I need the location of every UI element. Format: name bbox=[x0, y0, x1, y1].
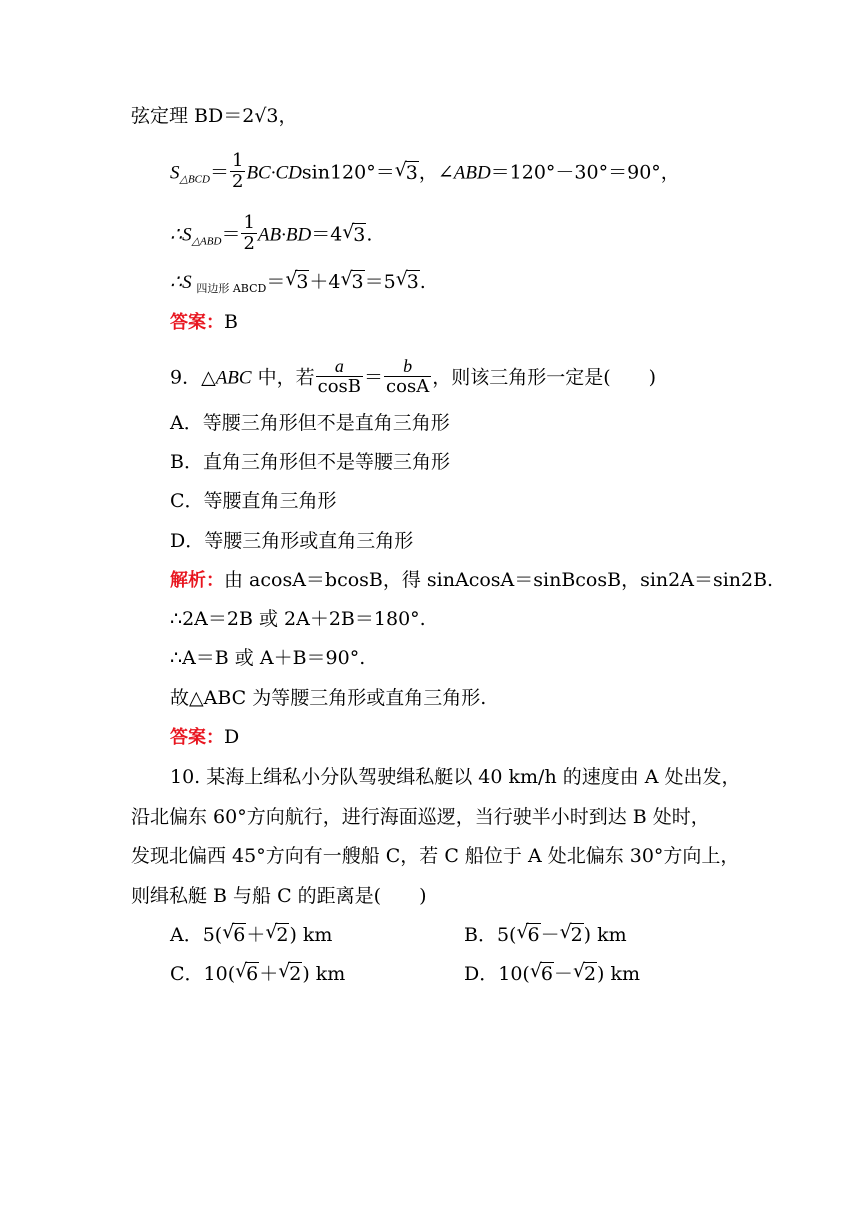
solution-text: 由 acosA＝bcosB，得 sinAcosA＝sinBcosB，sin2A＝sin2B. bbox=[224, 569, 774, 591]
fraction-half bbox=[241, 213, 256, 254]
question-number: 9．△ bbox=[170, 366, 216, 389]
option-prefix: A．5( bbox=[170, 924, 223, 946]
sqrt-expression bbox=[341, 270, 365, 294]
radicand: 6 bbox=[246, 963, 259, 985]
operator: － bbox=[540, 924, 560, 946]
q9-option-d bbox=[170, 529, 413, 553]
period: . bbox=[366, 223, 373, 246]
sin-text: sin120°＝ bbox=[301, 161, 395, 184]
operator: － bbox=[553, 963, 573, 985]
answer-line bbox=[170, 725, 239, 750]
radical-icon: √ bbox=[285, 268, 298, 290]
operator: ＋ bbox=[259, 963, 279, 985]
coefficient-text: ＝4 bbox=[311, 223, 343, 246]
fraction-denominator: cosA bbox=[386, 376, 430, 397]
question-text: 则缉私艇 B 与船 C 的距离是( ) bbox=[131, 885, 427, 907]
radical-icon: √ bbox=[529, 960, 542, 982]
radical-icon: √ bbox=[265, 921, 278, 943]
option-text: C．等腰直角三角形 bbox=[170, 490, 337, 512]
radicand: 3 bbox=[406, 271, 419, 293]
product-text: BC·CD bbox=[246, 162, 302, 184]
option-prefix: D．10( bbox=[464, 963, 530, 985]
equals-term: ＝5 bbox=[364, 271, 396, 293]
sqrt-expression bbox=[265, 923, 289, 947]
equals-sign: ＝ bbox=[364, 366, 384, 389]
answer-value: B bbox=[224, 311, 238, 333]
q9-option-b bbox=[170, 450, 450, 474]
radicand: 2 bbox=[276, 924, 289, 946]
radical-icon: √ bbox=[394, 158, 407, 181]
radical-icon: √ bbox=[342, 220, 355, 243]
radicand: 2 bbox=[583, 963, 597, 985]
q10-option-d bbox=[464, 962, 640, 986]
area-abd-line bbox=[170, 212, 373, 256]
cosine-rule-text: 弦定理 BD＝2√3， bbox=[131, 105, 298, 127]
operator: ＋ bbox=[246, 924, 266, 946]
solution-line-2 bbox=[170, 607, 426, 631]
fraction-b-cosa bbox=[384, 356, 431, 397]
option-suffix: ) km bbox=[597, 963, 641, 985]
answer-label: 答案： bbox=[170, 727, 224, 748]
option-prefix: B．5( bbox=[464, 924, 517, 946]
question-10-line-1 bbox=[170, 765, 741, 789]
product-text: AB·BD bbox=[257, 224, 312, 246]
sqrt-expression bbox=[285, 270, 309, 294]
fraction-a-cosb bbox=[316, 356, 363, 397]
option-text: D．等腰三角形或直角三角形 bbox=[170, 530, 414, 552]
option-text: A．等腰三角形但不是直角三角形 bbox=[170, 412, 450, 434]
plus-term: ＋4 bbox=[309, 271, 341, 293]
radicand: 3 bbox=[351, 271, 364, 293]
q9-option-c bbox=[170, 489, 337, 513]
question-text: ，则该三角形一定是( ) bbox=[432, 366, 657, 389]
q10-option-b bbox=[464, 923, 627, 947]
therefore-area: ∴S bbox=[170, 272, 197, 293]
text-line-cosine-rule bbox=[131, 104, 298, 128]
radicand: 6 bbox=[527, 924, 540, 946]
area-quad-line bbox=[170, 270, 426, 301]
fraction-half bbox=[230, 151, 245, 192]
question-text: 发现北偏西 45°方向有一艘船 C，若 C 船位于 A 处北偏东 30°方向上， bbox=[131, 845, 740, 867]
equals-sign: ＝ bbox=[266, 271, 286, 293]
angle-value: ＝120°－30°＝90°， bbox=[490, 161, 680, 184]
radical-icon: √ bbox=[222, 921, 235, 943]
question-text: 中，若 bbox=[251, 366, 315, 389]
answer-label: 答案： bbox=[170, 312, 224, 333]
solution-line-3 bbox=[170, 646, 365, 670]
equals-sign: ＝ bbox=[221, 223, 241, 246]
question-text: 沿北偏东 60°方向航行，进行海面巡逻，当行驶半小时到达 B 处时， bbox=[131, 806, 710, 828]
angle-text: ，∠ bbox=[418, 161, 454, 184]
sqrt-expression bbox=[396, 270, 420, 294]
radical-icon: √ bbox=[572, 960, 586, 982]
radical-icon: √ bbox=[559, 921, 572, 943]
fraction-numerator: 1 bbox=[231, 150, 244, 171]
sqrt-expression bbox=[573, 962, 597, 986]
question-10-line-2 bbox=[131, 805, 710, 829]
radicand: 6 bbox=[540, 963, 553, 985]
question-10-line-4 bbox=[131, 884, 426, 908]
sqrt-expression bbox=[278, 962, 302, 986]
radical-icon: √ bbox=[516, 921, 529, 943]
sqrt-expression bbox=[560, 923, 584, 947]
fraction-denominator: 2 bbox=[243, 233, 255, 254]
sqrt-expression bbox=[342, 220, 366, 247]
solution-text: 故△ABC 为等腰三角形或直角三角形. bbox=[170, 687, 487, 709]
radicand: 6 bbox=[233, 924, 246, 946]
sqrt-expression bbox=[222, 923, 246, 947]
triangle-name: ABC bbox=[215, 367, 252, 389]
radicand: 3 bbox=[353, 223, 366, 246]
radical-icon: √ bbox=[395, 268, 408, 290]
q10-option-c bbox=[170, 962, 345, 986]
therefore-area: ∴S bbox=[170, 224, 192, 246]
solution-line-1 bbox=[170, 568, 773, 593]
option-text: B．直角三角形但不是等腰三角形 bbox=[170, 451, 450, 473]
solution-text: ∴A＝B 或 A＋B＝90°. bbox=[170, 647, 366, 669]
radical-icon: √ bbox=[340, 268, 353, 290]
sqrt-expression bbox=[516, 923, 540, 947]
area-bcd-line bbox=[170, 150, 680, 194]
equals-sign: ＝ bbox=[209, 161, 229, 184]
solution-text: ∴2A＝2B 或 2A＋2B＝180°. bbox=[170, 608, 426, 630]
area-subscript: △BCD bbox=[179, 173, 210, 186]
angle-name: ABD bbox=[453, 162, 491, 184]
period: . bbox=[419, 271, 426, 293]
radicand: 3 bbox=[405, 161, 418, 184]
radical-icon: √ bbox=[278, 960, 291, 982]
question-10-line-3 bbox=[131, 844, 739, 868]
question-9 bbox=[170, 358, 656, 399]
area-symbol: S bbox=[170, 162, 180, 184]
q10-option-a bbox=[170, 923, 332, 947]
radical-icon: √ bbox=[235, 960, 248, 982]
q9-option-a bbox=[170, 411, 450, 435]
fraction-numerator: 1 bbox=[243, 212, 255, 233]
question-text: 10. 某海上缉私小分队驾驶缉私艇以 40 km/h 的速度由 A 处出发， bbox=[170, 766, 741, 788]
sqrt-expression bbox=[235, 962, 259, 986]
solution-label: 解析： bbox=[170, 570, 224, 591]
area-subscript: 四边形 ABCD bbox=[196, 282, 267, 295]
option-suffix: ) km bbox=[583, 924, 627, 946]
radicand: 3 bbox=[296, 271, 309, 293]
sqrt-expression bbox=[530, 962, 554, 986]
fraction-denominator: 2 bbox=[231, 171, 244, 192]
fraction-numerator: a bbox=[316, 356, 363, 377]
option-suffix: ) km bbox=[289, 924, 333, 946]
option-suffix: ) km bbox=[302, 963, 346, 985]
sqrt-expression bbox=[394, 158, 419, 185]
radicand: 2 bbox=[570, 924, 583, 946]
solution-line-4 bbox=[170, 686, 486, 710]
fraction-denominator: cosB bbox=[317, 376, 362, 397]
radicand: 2 bbox=[289, 963, 302, 985]
option-prefix: C．10( bbox=[170, 963, 236, 985]
fraction-numerator: b bbox=[384, 356, 431, 377]
answer-line bbox=[170, 310, 238, 335]
area-subscript: △ABD bbox=[191, 235, 222, 248]
answer-value: D bbox=[224, 726, 240, 748]
